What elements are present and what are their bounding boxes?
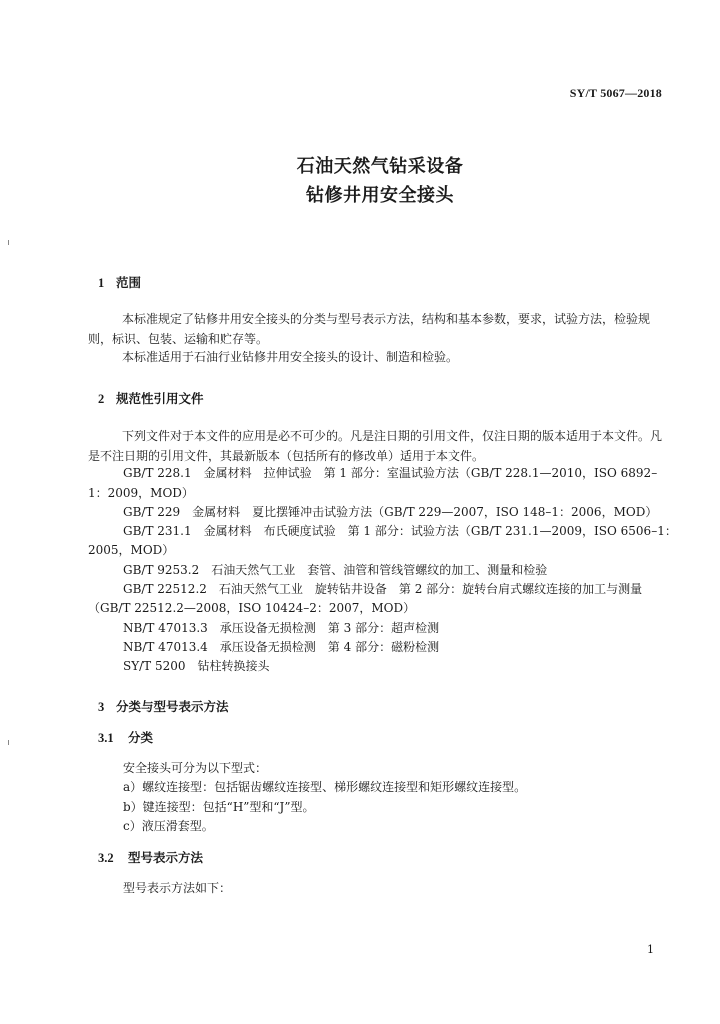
section-title: 分类与型号表示方法 [116, 699, 229, 714]
reference-item-continued: 2005，MOD） [88, 543, 175, 557]
list-item: b）键连接型：包括“H”型和“J”型。 [123, 800, 315, 814]
subsection-number: 3.1 [98, 731, 114, 745]
references-intro: 下列文件对于本文件的应用是必不可少的。凡是注日期的引用文件，仅注日期的版本适用于本文件。凡是不注日期的引用文件，其最新版本（包括所有的修改单）适用于本文件。 [88, 429, 663, 463]
document-title-line2: 钻修井用安全接头 [306, 185, 454, 206]
scan-margin-mark [8, 740, 9, 745]
reference-item: NB/T 47013.3 承压设备无损检测 第 3 部分：超声检测 [123, 621, 440, 635]
subsection-3-2-heading [98, 848, 203, 866]
reference-item-continued: 1：2009，MOD） [88, 486, 194, 500]
document-title-line1: 石油天然气钻采设备 [296, 156, 464, 177]
section-number: 2 [98, 392, 105, 406]
subsection-3-1-heading [98, 728, 153, 746]
subsection-title: 分类 [128, 730, 154, 745]
reference-item: SY/T 5200 钻柱转换接头 [123, 659, 270, 673]
subsection-number: 3.2 [98, 851, 114, 865]
reference-item: GB/T 22512.2 石油天然气工业 旋转钻井设备 第 2 部分：旋转台肩式螺纹连接的加工与测量 [123, 582, 643, 596]
section-1-heading [98, 273, 141, 291]
subsection-title: 型号表示方法 [128, 850, 204, 865]
scan-margin-mark [8, 240, 9, 245]
list-item: c）液压滑套型。 [123, 819, 214, 833]
section-title: 规范性引用文件 [116, 391, 204, 406]
list-item: a）螺纹连接型：包括锯齿螺纹连接型、梯形螺纹连接型和矩形螺纹连接型。 [123, 780, 527, 794]
reference-item-continued: （GB/T 22512.2—2008，ISO 10424–2：2007，MOD） [88, 601, 416, 615]
page-number: 1 [647, 943, 654, 956]
section-number: 1 [98, 276, 105, 290]
reference-item: GB/T 231.1 金属材料 布氏硬度试验 第 1 部分：试验方法（GB/T 231.1—2009，ISO 6506–1： [123, 524, 677, 538]
reference-item: GB/T 9253.2 石油天然气工业 套管、油管和管线管螺纹的加工、测量和检验 [123, 563, 548, 577]
reference-item: NB/T 47013.4 承压设备无损检测 第 4 部分：磁粉检测 [123, 640, 440, 654]
section-title: 范围 [116, 275, 142, 290]
section-number: 3 [98, 700, 105, 714]
section-2-heading [98, 389, 204, 407]
model-designation-intro: 型号表示方法如下： [123, 881, 232, 895]
section-3-heading [98, 697, 229, 715]
scope-paragraph-2: 本标准适用于石油行业钻修井用安全接头的设计、制造和检验。 [122, 350, 459, 364]
classification-intro: 安全接头可分为以下型式： [123, 761, 268, 775]
reference-item: GB/T 228.1 金属材料 拉伸试验 第 1 部分：室温试验方法（GB/T 228.1—2010，ISO 6892– [123, 466, 658, 480]
scope-paragraph-1: 本标准规定了钻修井用安全接头的分类与型号表示方法，结构和基本参数，要求，试验方法，检验规则，标识、包装、运输和贮存等。 [88, 312, 651, 346]
standard-code: SY/T 5067—2018 [569, 86, 662, 100]
reference-item: GB/T 229 金属材料 夏比摆锤冲击试验方法（GB/T 229—2007，ISO 148–1：2006，MOD） [123, 505, 658, 519]
